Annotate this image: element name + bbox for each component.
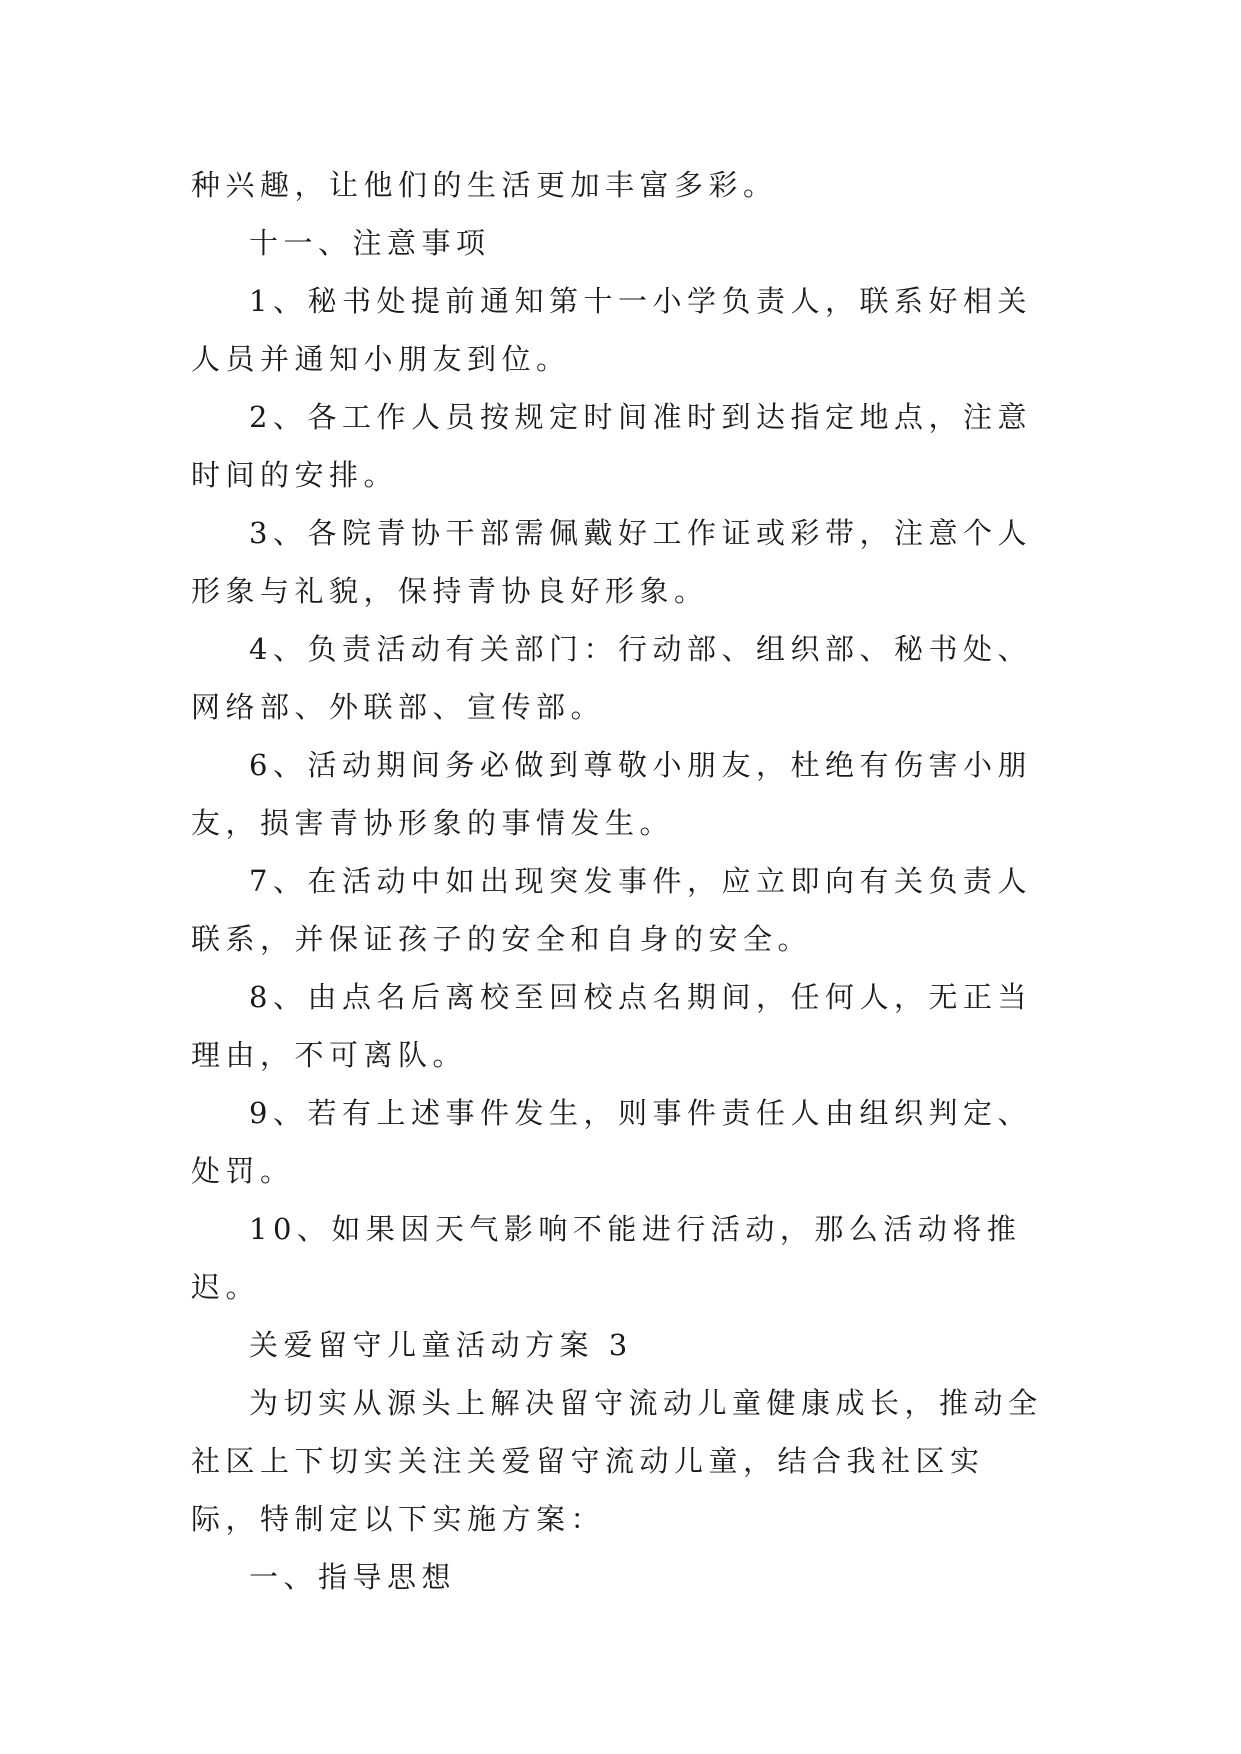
plan-title: 关爱留守儿童活动方案 3 [249, 1328, 633, 1362]
section-heading-guiding-ideology: 一、指导思想 [249, 1560, 457, 1594]
note-item-9: 9、若有上述事件发生，则事件责任人由组织判定、处罚。 [191, 1096, 1032, 1188]
note-item-2: 2、各工作人员按规定时间准时到达指定地点，注意时间的安排。 [191, 400, 1032, 492]
note-item-4: 4、负责活动有关部门：行动部、组织部、秘书处、网络部、外联部、宣传部。 [191, 632, 1032, 724]
note-item-8: 8、由点名后离校至回校点名期间，任何人，无正当理由，不可离队。 [191, 980, 1032, 1072]
paragraph-continuation: 种兴趣，让他们的生活更加丰富多彩。 [191, 168, 778, 202]
note-item-1: 1、秘书处提前通知第十一小学负责人，联系好相关人员并通知小朋友到位。 [191, 284, 1032, 376]
note-item-7: 7、在活动中如出现突发事件，应立即向有关负责人联系，并保证孩子的安全和自身的安全。 [191, 864, 1032, 956]
note-item-6: 6、活动期间务必做到尊敬小朋友，杜绝有伤害小朋友，损害青协形象的事情发生。 [191, 748, 1032, 840]
note-item-10: 10、如果因天气影响不能进行活动，那么活动将推迟。 [191, 1212, 1022, 1304]
note-item-3: 3、各院青协干部需佩戴好工作证或彩带，注意个人形象与礼貌，保持青协良好形象。 [191, 516, 1032, 608]
section-heading-notes: 十一、注意事项 [249, 226, 491, 260]
plan-intro-paragraph: 为切实从源头上解决留守流动儿童健康成长，推动全社区上下切实关注关爱留守流动儿童，结合我社区实际，特制定以下实施方案： [191, 1386, 1043, 1536]
document-body [191, 156, 1051, 1606]
